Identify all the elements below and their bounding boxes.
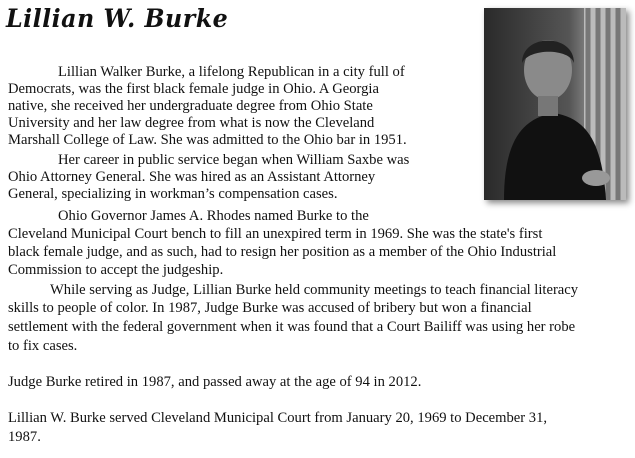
paragraph-line: Her career in public service began when William Saxbe was bbox=[58, 152, 410, 168]
paragraph-line: native, she received her undergraduate degree from Ohio State bbox=[8, 98, 373, 114]
paragraph-line: Ohio Attorney General. She was hired as an Assistant Attorney bbox=[8, 169, 376, 185]
paragraph-line: Lillian Walker Burke, a lifelong Republican in a city full of bbox=[58, 64, 405, 80]
paragraph-line: Marshall College of Law. She was admitted to the Ohio bar in 1951. bbox=[8, 132, 407, 148]
paragraph-line: Ohio Governor James A. Rhodes named Burke to the bbox=[58, 208, 369, 224]
paragraph-line: settlement with the federal government when it was found that a Court Bailiff was using her robe bbox=[8, 319, 576, 335]
paragraph-line: to fix cases. bbox=[8, 338, 78, 354]
paragraph-line: Judge Burke retired in 1987, and passed away at the age of 94 in 2012. bbox=[8, 374, 422, 390]
portrait-photo bbox=[484, 8, 626, 200]
paragraph-line: black female judge, and as such, had to resign her position as a member of the Ohio Industrial bbox=[8, 244, 557, 260]
paragraph-line: skills to people of color. In 1987, Judge Burke was accused of bribery but won a financial bbox=[8, 300, 532, 316]
paragraph-line: Commission to accept the judgeship. bbox=[8, 262, 224, 278]
page-title: Lillian W. Burke bbox=[6, 4, 229, 33]
paragraph-line: Lillian W. Burke served Cleveland Municipal Court from January 20, 1969 to December 31, bbox=[8, 410, 548, 426]
paragraph-line: University and her law degree from what is now the Cleveland bbox=[8, 115, 375, 131]
paragraph-line: 1987. bbox=[8, 429, 41, 445]
paragraph-line: Democrats, was the first black female judge in Ohio. A Georgia bbox=[8, 81, 379, 97]
paragraph-line: General, specializing in workman’s compensation cases. bbox=[8, 186, 338, 202]
paragraph-line: Cleveland Municipal Court bench to fill an unexpired term in 1969. She was the state's first bbox=[8, 226, 543, 242]
paragraph-line: While serving as Judge, Lillian Burke held community meetings to teach financial literacy bbox=[50, 282, 579, 298]
